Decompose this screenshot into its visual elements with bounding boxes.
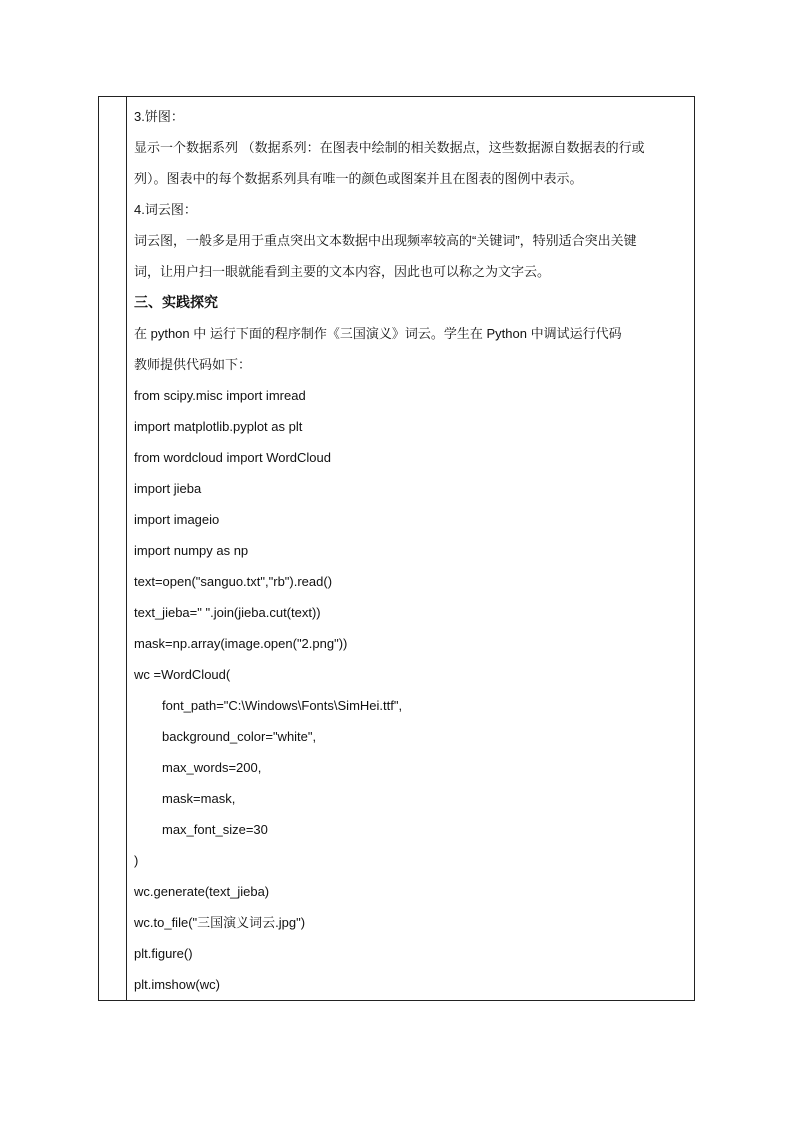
code-line: from scipy.misc import imread (134, 388, 306, 403)
section-heading-practice: 三、实践探究 (134, 294, 218, 310)
code-line: import numpy as np (134, 543, 249, 558)
code-line: text=open("sanguo.txt","rb").read() (134, 574, 333, 589)
code-line: ) (134, 853, 139, 868)
code-line-indented: background_color="white", (162, 729, 317, 744)
code-line-indented: max_words=200, (162, 760, 262, 775)
code-line: wc.to_file("三国演义词云.jpg") (134, 915, 306, 930)
code-line: plt.imshow(wc) (134, 977, 220, 992)
code-line: wc.generate(text_jieba) (134, 884, 270, 899)
code-line-indented: mask=mask, (162, 791, 236, 806)
code-line: text_jieba=" ".join(jieba.cut(text)) (134, 605, 321, 620)
code-line-indented: max_font_size=30 (162, 822, 268, 837)
paragraph-line: 词云图，一般多是用于重点突出文本数据中出现频率较高的“关键词”，特别适合突出关键 (134, 233, 637, 248)
code-line-indented: font_path="C:\Windows\Fonts\SimHei.ttf", (162, 698, 403, 713)
paragraph-line: 在 python 中 运行下面的程序制作《三国演义》词云。学生在 Python 中调试运行代码 (134, 326, 622, 341)
content-cell (134, 101, 688, 1000)
left-table-cell (99, 97, 127, 1000)
paragraph-line: 列）。图表中的每个数据系列具有唯一的颜色或图案并且在图表的图例中表示。 (134, 171, 583, 186)
code-line: plt.figure() (134, 946, 193, 961)
code-line: import imageio (134, 512, 220, 527)
code-line: import matplotlib.pyplot as plt (134, 419, 303, 434)
paragraph-line: 词，让用户扫一眼就能看到主要的文本内容，因此也可以称之为文字云。 (134, 264, 551, 279)
paragraph-line: 显示一个数据系列 （数据系列：在图表中绘制的相关数据点，这些数据源自数据表的行或 (134, 140, 645, 155)
document-table (98, 96, 695, 1001)
code-line: import jieba (134, 481, 202, 496)
code-line: wc =WordCloud( (134, 667, 231, 682)
code-line: mask=np.array(image.open("2.png")) (134, 636, 348, 651)
paragraph-line: 教师提供代码如下： (134, 357, 252, 372)
code-line: from wordcloud import WordCloud (134, 450, 331, 465)
section-title-word-cloud: 4.词云图： (134, 202, 197, 217)
section-title-pie-chart: 3.饼图： (134, 109, 184, 124)
